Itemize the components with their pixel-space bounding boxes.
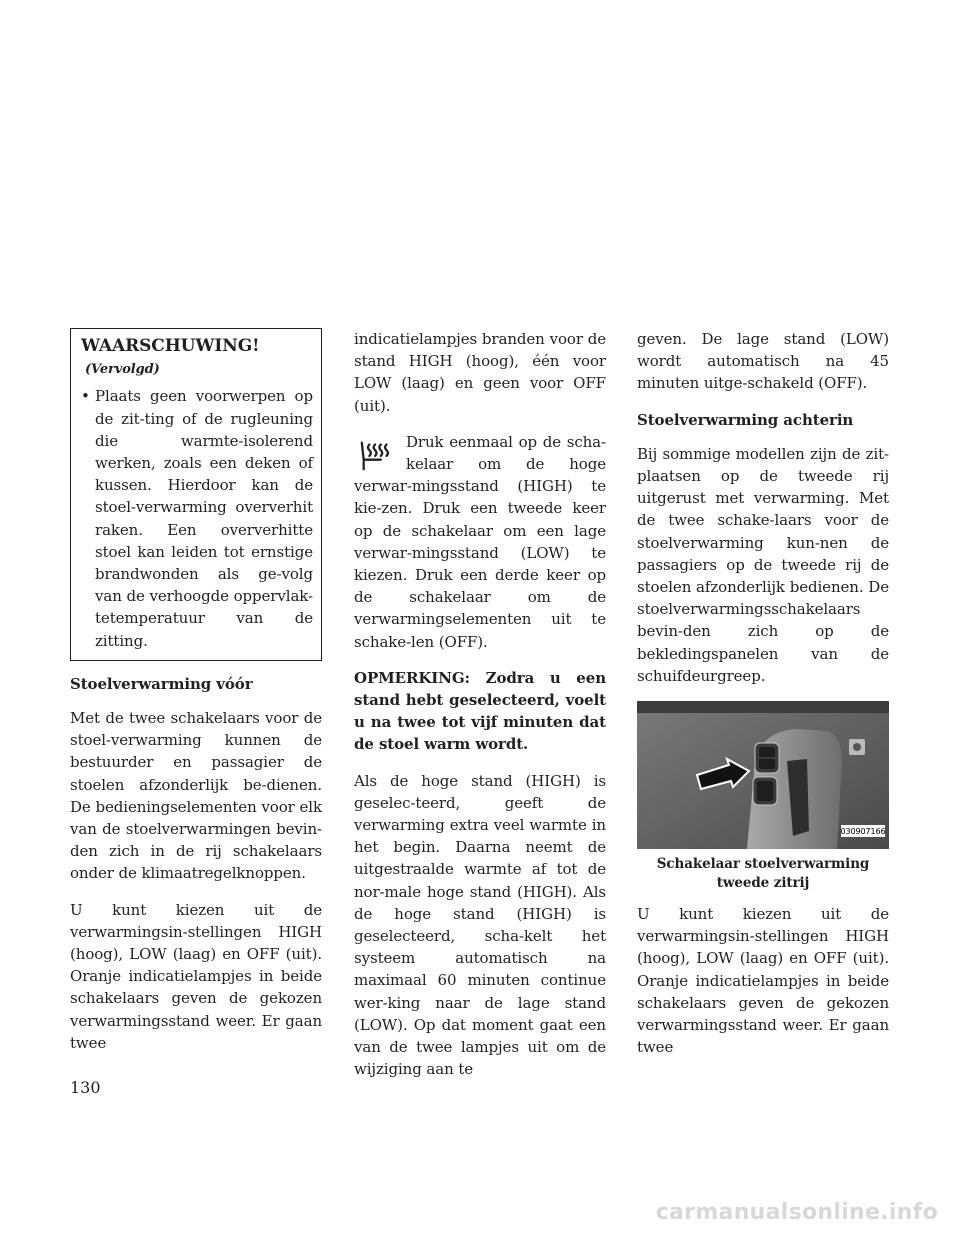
paragraph: U kunt kiezen uit de verwarmingsin-stellingen HIGH (hoog), LOW (laag) en OFF (uit). Oranje indicatielampjes in beide schakelaars geven de gekozen verwarmingsstand weer. Er gaan twee [637, 905, 889, 1057]
warning-continued: (Vervolgd) [85, 362, 160, 378]
warning-bullet [81, 385, 313, 651]
warning-box [70, 328, 322, 661]
page-number: 130 [70, 1078, 101, 1097]
column-middle [354, 328, 606, 1095]
icon-paragraph-text: Druk eenmaal op de scha-kelaar om de hoge verwar-mingsstand (HIGH) te kie-zen. Druk een tweede keer op de schakelaar om een lage verwar-mingsstand (LOW) te kiezen. Druk een derde keer op de schakelaar om de verwarmingselementen uit te schake-len (OFF). [354, 432, 606, 651]
warning-title-text: WAARSCHUWING! [81, 336, 260, 356]
icon-paragraph [354, 431, 606, 653]
paragraph: geven. De lage stand (LOW) wordt automatisch na 45 minuten uitge-schakeld (OFF). [637, 330, 889, 393]
bullet-dot: • [81, 387, 90, 406]
paragraph: U kunt kiezen uit de verwarmingsin-stellingen HIGH (hoog), LOW (laag) en OFF (uit). Oranje indicatielampjes in beide schakelaars geven de gekozen verwarmingsstand weer. Er gaan twee [70, 900, 322, 1052]
section-heading-rear: Stoelverwarming achterin [637, 410, 854, 429]
section-heading-front: Stoelverwarming vóór [70, 674, 253, 693]
warning-title [81, 335, 313, 381]
note-paragraph: OPMERKING: Zodra u een stand hebt geselecteerd, voelt u na twee tot vijf minuten dat de stoel warm wordt. [354, 668, 606, 754]
door-panel-illustration [637, 701, 889, 849]
warning-bullet-text: Plaats geen voorwerpen op de zit-ting of de rugleuning die warmte-isolerend werken, zoals een deken of kussen. Hierdoor kan de stoel-verwarming oververhit raken. Een oververhitte stoel kan leiden tot ernstige brandwonden als ge-volg van de verhoogde oppervlak-tetemperatuur van de zitting. [95, 387, 313, 650]
paragraph: indicatielampjes branden voor de stand HIGH (hoog), één voor LOW (laag) en geen voor OFF (uit). [354, 330, 606, 415]
column-left [70, 328, 322, 1068]
paragraph: Met de twee schakelaars voor de stoel-verwarming kunnen de bestuurder en passagier de stoelen afzonderlijk be-dienen. De bedieningselementen voor elk van de stoelverwarmingen bevin-den zich in de rij schakelaars onder de klimaatregelknoppen. [70, 709, 322, 883]
paragraph: Bij sommige modellen zijn de zit-plaatsen op de tweede rij uitgerust met verwarming. Met de twee schake-laars voor de stoelverwarming kun-nen de passagiers op de tweede rij de stoelen afzonderlijk bedienen. De stoelverwarmingsschakelaars bevin-den zich op de bekledingspanelen van de schuifdeurgreep. [637, 444, 889, 685]
watermark-text: carmanualsonline.info [655, 1200, 938, 1225]
column-right [637, 328, 889, 1072]
photo-code: 030907166 [840, 827, 886, 837]
seat-heater-icon [358, 435, 396, 473]
door-switch-photo [637, 701, 889, 849]
paragraph: Als de hoge stand (HIGH) is geselec-teerd, geeft de verwarming extra veel warmte in het begin. Daarna neemt de uitgestraalde warmte af tot de nor-male hoge stand (HIGH). Als de hoge stand (HIGH) is geselecteerd, scha-kelt het systeem automatisch na maximaal 60 minuten continue wer-king naar de lage stand (LOW). Op dat moment gaat een van de twee lampjes uit om de wijziging aan te [354, 771, 606, 1079]
photo-caption: Schakelaar stoelverwarming tweede zitrij [656, 856, 870, 892]
